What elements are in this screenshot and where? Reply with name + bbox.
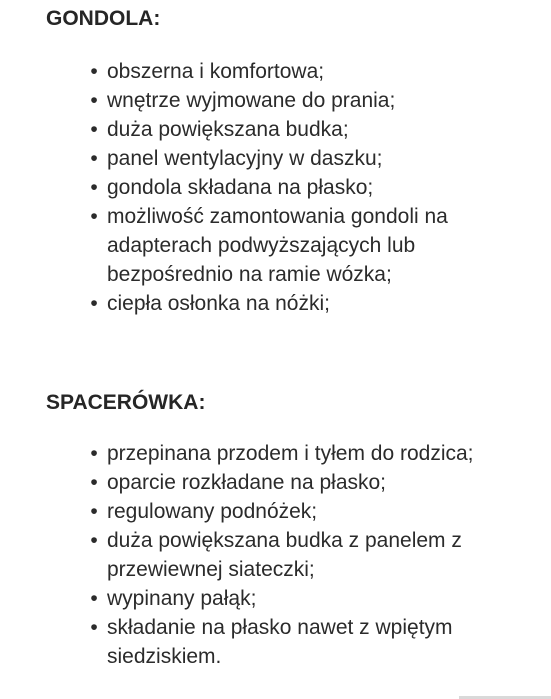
list-item-text: regulowany podnóżek; [107,500,318,523]
section-heading-gondola: GONDOLA: [46,7,161,30]
list-item [0,613,551,671]
feature-list-spacerowka [0,439,551,671]
feature-list-gondola [0,57,551,318]
bullet-icon: • [90,500,98,523]
list-item [0,439,551,468]
list-item [0,173,551,202]
list-item-text: ciepła osłonka na nóżki; [107,292,330,315]
list-item [0,202,551,289]
list-item-text: składanie na płasko nawet z wpiętym siedziskiem. [107,616,453,668]
list-item [0,497,551,526]
bullet-icon: • [90,60,98,83]
list-item-text: oparcie rozkładane na płasko; [107,471,387,494]
list-item-text: panel wentylacyjny w daszku; [107,147,383,170]
bullet-icon: • [90,176,98,199]
list-item [0,289,551,318]
list-item [0,86,551,115]
list-item-text: duża powiększana budka; [107,118,349,141]
list-item [0,144,551,173]
bullet-icon: • [90,89,98,112]
list-item [0,526,551,584]
bullet-icon: • [90,442,98,465]
bullet-icon: • [90,587,98,610]
bullet-icon: • [90,471,98,494]
list-item [0,57,551,86]
bullet-icon: • [90,205,98,228]
list-item-text: gondola składana na płasko; [107,176,374,199]
list-item-text: przepinana przodem i tyłem do rodzica; [107,442,474,465]
bullet-icon: • [90,118,98,141]
bullet-icon: • [90,292,98,315]
bullet-icon: • [90,147,98,170]
list-item-text: wypinany pałąk; [107,587,257,610]
list-item-text: duża powiększana budka z panelem z przewiewnej siateczki; [107,529,462,581]
bullet-icon: • [90,616,98,639]
list-item-text: obszerna i komfortowa; [107,60,325,83]
section-heading-spacerowka: SPACERÓWKA: [46,391,206,414]
list-item-text: wnętrze wyjmowane do prania; [107,89,396,112]
list-item-text: możliwość zamontowania gondoli na adapterach podwyższających lub bezpośrednio na ramie wózka; [107,205,448,286]
bullet-icon: • [90,529,98,552]
list-item [0,584,551,613]
list-item [0,468,551,497]
list-item [0,115,551,144]
